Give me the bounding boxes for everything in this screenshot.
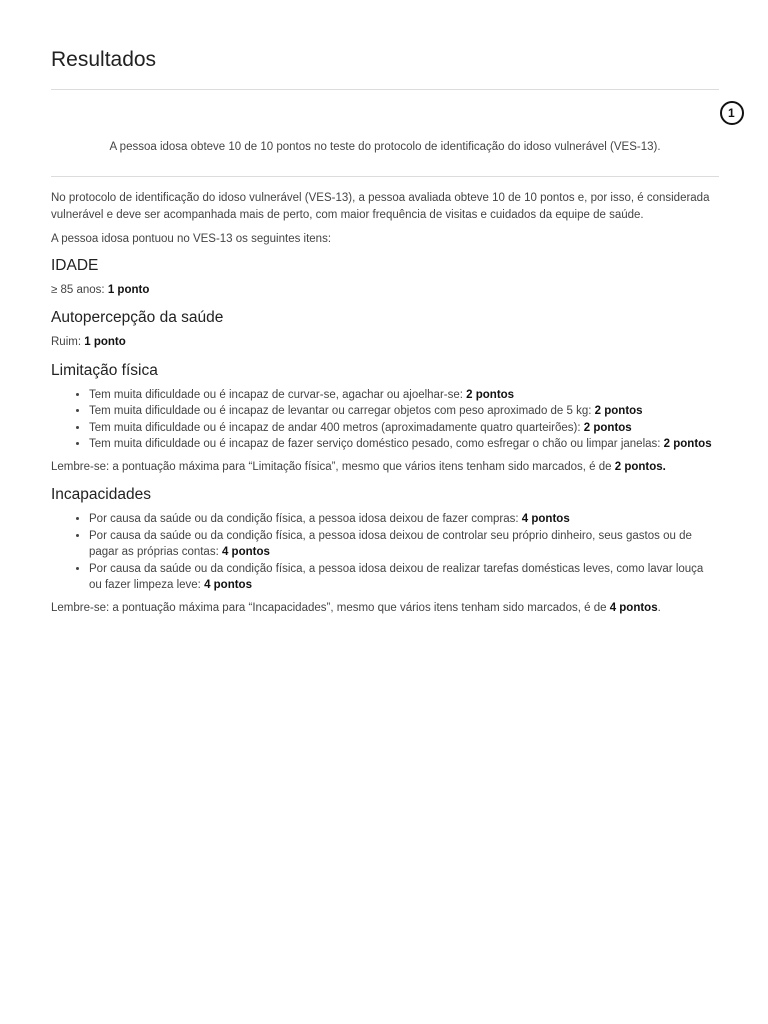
item-points: 2 pontos <box>583 421 632 434</box>
page-number-badge: 1 <box>720 101 744 125</box>
item-points: 4 pontos <box>521 513 570 525</box>
autopercepcao-item <box>51 334 719 351</box>
note-end: . <box>657 601 661 614</box>
note-points: 2 pontos. <box>614 460 666 473</box>
list-item <box>89 387 719 404</box>
idade-item <box>51 282 719 299</box>
note-text: Lembre-se: a pontuação máxima para “Limitação física”, mesmo que vários itens tenham sido marcados, é de <box>51 460 615 473</box>
item-text: Tem muita dificuldade ou é incapaz de curvar-se, agachar ou ajoelhar-se: <box>89 388 467 401</box>
item-text: Tem muita dificuldade ou é incapaz de levantar ou carregar objetos com peso aproximado de 5 kg: <box>89 405 595 417</box>
score-summary: A pessoa idosa obteve 10 de 10 pontos no teste do protocolo de identificação do idoso vulnerável (VES-13). <box>109 141 661 153</box>
list-item <box>89 561 719 594</box>
results-content <box>51 190 719 624</box>
item-text: Tem muita dificuldade ou é incapaz de fazer serviço doméstico pesado, como esfregar o chão ou limpar janelas: <box>89 438 664 450</box>
item-points: 2 pontos <box>663 438 712 450</box>
limitacao-list <box>51 387 719 453</box>
intro-items-paragraph: A pessoa idosa pontuou no VES-13 os seguintes itens: <box>51 233 332 245</box>
item-points: 4 pontos <box>221 546 270 558</box>
item-text: ≥ 85 anos: <box>51 283 108 296</box>
section-heading-autopercepcao: Autopercepção da saúde <box>51 309 224 326</box>
note-points: 4 pontos <box>609 601 658 614</box>
item-points: 2 pontos <box>594 405 643 417</box>
list-item <box>89 511 719 528</box>
item-points: 4 pontos <box>204 579 252 591</box>
incapacidades-list <box>51 511 719 594</box>
list-item <box>89 528 719 561</box>
divider <box>51 176 719 177</box>
list-item <box>89 436 719 453</box>
page-title: Resultados <box>51 48 157 71</box>
item-text: Tem muita dificuldade ou é incapaz de andar 400 metros (aproximadamente quatro quarteirões): <box>89 421 584 434</box>
section-heading-limitacao: Limitação física <box>51 361 158 379</box>
limitacao-note <box>51 459 719 476</box>
section-heading-idade: IDADE <box>51 256 99 274</box>
list-item <box>89 403 719 420</box>
item-points: 1 ponto <box>107 283 150 296</box>
item-text: Por causa da saúde ou da condição física, a pessoa idosa deixou de fazer compras: <box>89 513 522 525</box>
item-points: 1 ponto <box>84 336 126 348</box>
item-text: Por causa da saúde ou da condição física, a pessoa idosa deixou de controlar seu próprio dinheiro, seus gastos ou de pagar as próprias contas: <box>89 529 692 558</box>
item-text: Ruim: <box>51 336 85 348</box>
item-points: 2 pontos <box>466 388 515 401</box>
divider <box>51 89 719 90</box>
list-item <box>89 420 719 437</box>
incapacidades-note <box>51 600 719 617</box>
item-text: Por causa da saúde ou da condição física, a pessoa idosa deixou de realizar tarefas domésticas leves, como lavar louça ou fazer limpeza leve: <box>89 562 704 591</box>
section-heading-incapacidades: Incapacidades <box>51 486 151 503</box>
note-text: Lembre-se: a pontuação máxima para “Incapacidades”, mesmo que vários itens tenham sido marcados, é de <box>51 601 610 614</box>
intro-paragraph: No protocolo de identificação do idoso vulnerável (VES-13), a pessoa avaliada obteve 10 de 10 pontos e, por isso, é considerada vulnerável e deve ser acompanhada mais de perto, com maior frequência de visitas e cuidados da equipe de saúde. <box>51 192 710 221</box>
